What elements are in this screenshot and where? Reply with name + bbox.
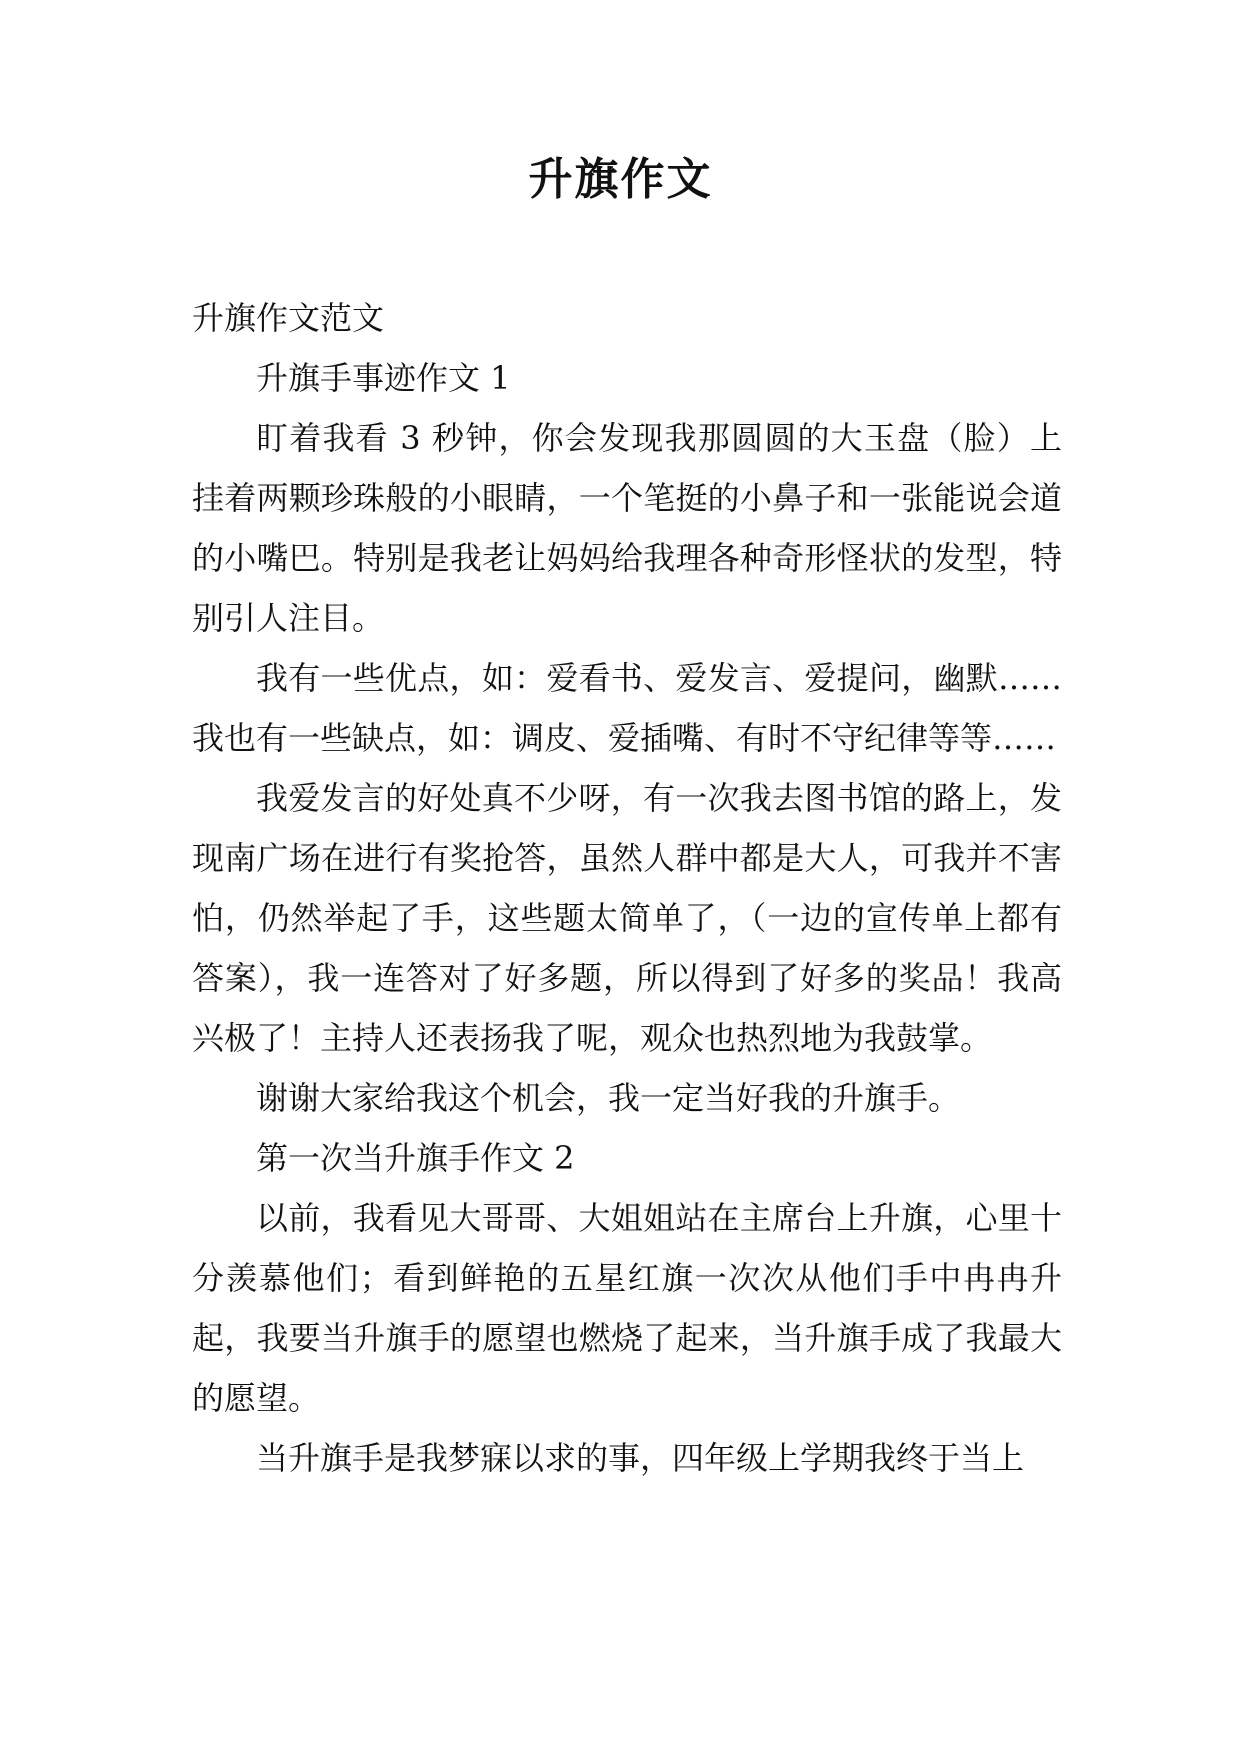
document-body <box>192 288 1062 1488</box>
paragraph: 我有一些优点，如：爱看书、爱发言、爱提问，幽默……我也有一些缺点，如：调皮、爱插嘴、有时不守纪律等等…… <box>192 659 1062 757</box>
paragraph: 盯着我看 3 秒钟，你会发现我那圆圆的大玉盘（脸）上挂着两颗珍珠般的小眼睛，一个笔挺的小鼻子和一张能说会道的小嘴巴。特别是我老让妈妈给我理各种奇形怪状的发型，特别引人注目。 <box>192 419 1062 637</box>
paragraph: 当升旗手是我梦寐以求的事，四年级上学期我终于当上 <box>256 1439 1025 1477</box>
section-heading-2: 第一次当升旗手作文 2 <box>256 1139 575 1177</box>
paragraph: 谢谢大家给我这个机会，我一定当好我的升旗手。 <box>256 1079 961 1117</box>
document-subtitle: 升旗作文范文 <box>192 299 385 337</box>
paragraph: 以前，我看见大哥哥、大姐姐站在主席台上升旗，心里十分羡慕他们；看到鲜艳的五星红旗一次次从他们手中冉冉升起，我要当升旗手的愿望也燃烧了起来，当升旗手成了我最大的愿望。 <box>192 1199 1062 1417</box>
document-title: 升旗作文 <box>528 154 713 205</box>
section-heading-1: 升旗手事迹作文 1 <box>256 359 511 397</box>
paragraph: 我爱发言的好处真不少呀，有一次我去图书馆的路上，发现南广场在进行有奖抢答，虽然人群中都是大人，可我并不害怕，仍然举起了手，这些题太简单了，（一边的宣传单上都有答案），我一连答对了好多题，所以得到了好多的奖品！我高兴极了！主持人还表扬我了呢，观众也热烈地为我鼓掌。 <box>192 779 1062 1057</box>
